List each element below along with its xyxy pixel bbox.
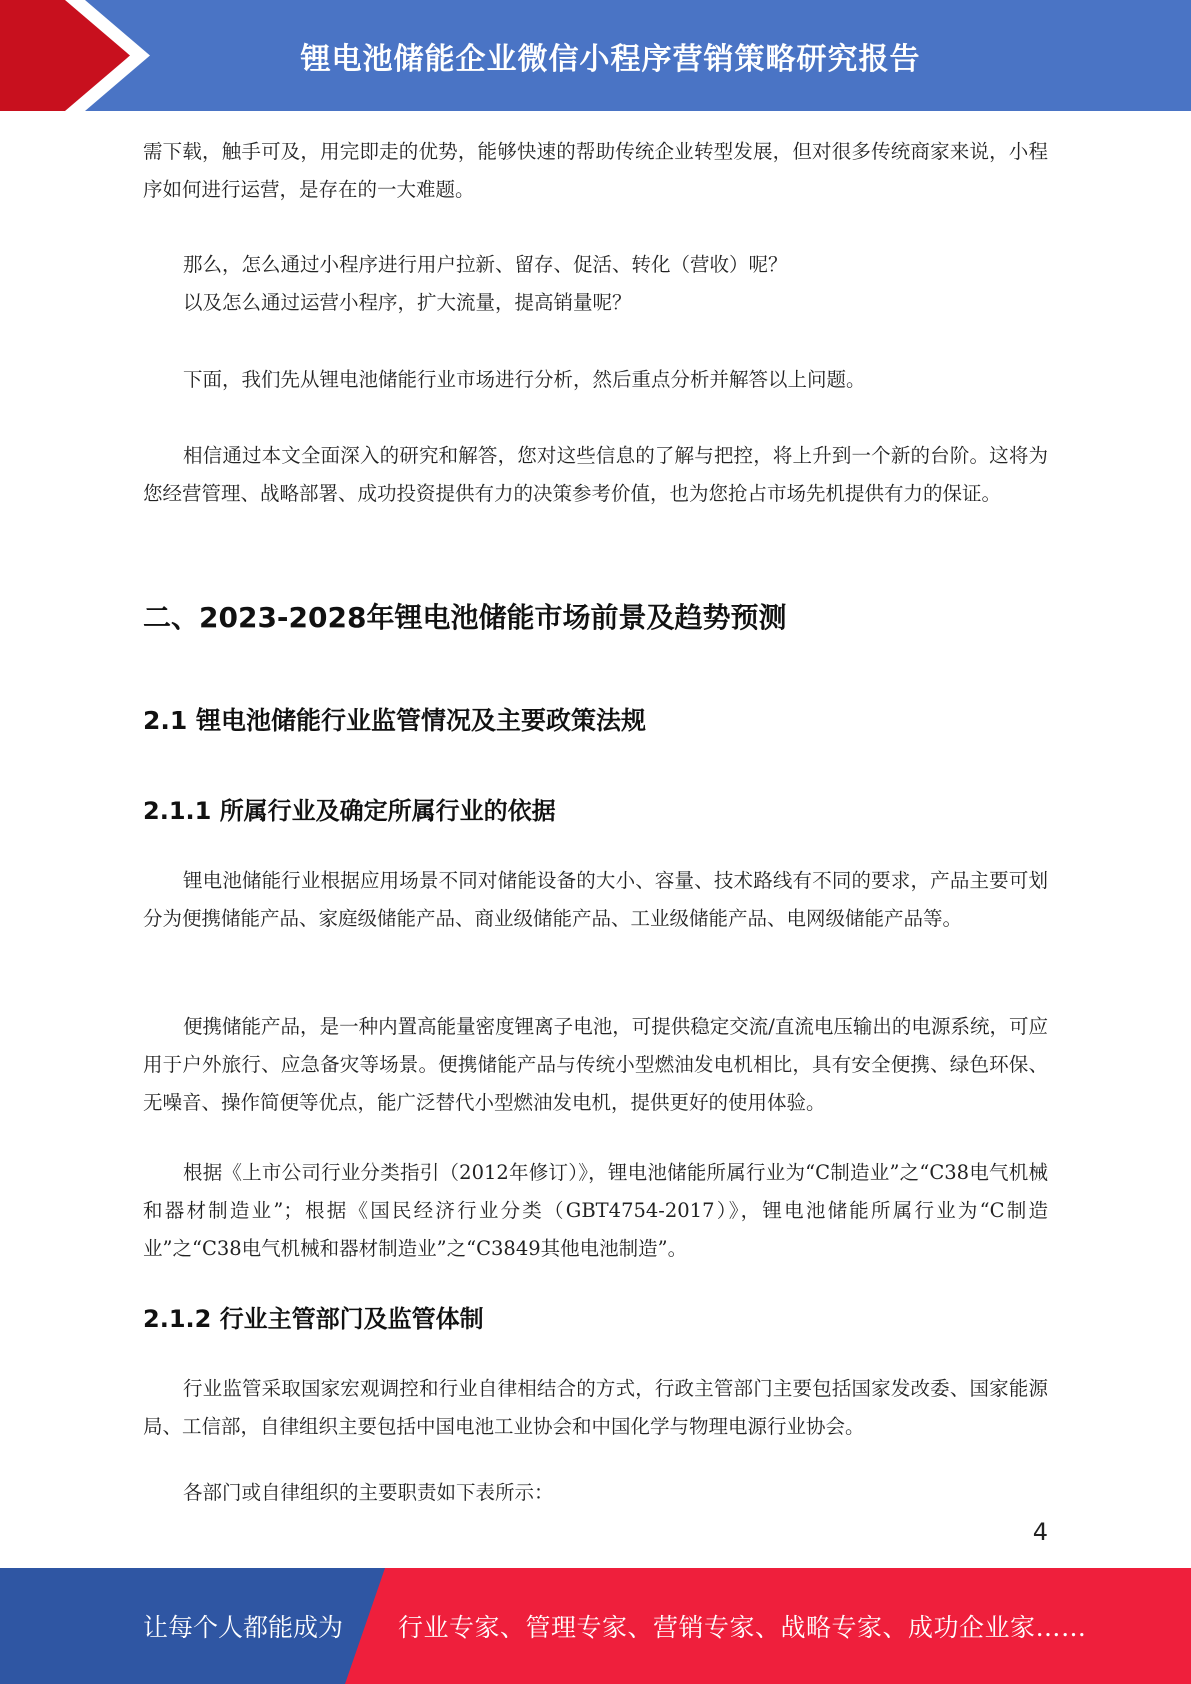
page-number: 4 [1032,1518,1048,1546]
page-footer [0,1568,1191,1684]
paragraph: 锂电池储能行业根据应用场景不同对储能设备的大小、容量、技术路线有不同的要求，产品主要可划分为便携储能产品、家庭级储能产品、商业级储能产品、工业级储能产品、电网级储能产品等。 [143,869,1048,930]
footer-slogan-left: 让每个人都能成为 [143,1613,344,1642]
footer-slogan-right: 行业专家、管理专家、营销专家、战略专家、成功企业家…… [398,1613,1087,1642]
subsubsection-heading: 2.1.1 所属行业及确定所属行业的依据 [143,797,556,825]
paragraph: 行业监管采取国家宏观调控和行业自律相结合的方式，行政主管部门主要包括国家发改委、国家能源局、工信部，自律组织主要包括中国电池工业协会和中国化学与物理电源行业协会。 [143,1377,1048,1438]
subsection-heading: 2.1 锂电池储能行业监管情况及主要政策法规 [143,706,646,735]
section-heading: 二、2023-2028年锂电池储能市场前景及趋势预测 [143,601,787,634]
paragraph: 下面，我们先从锂电池储能行业市场进行分析，然后重点分析并解答以上问题。 [183,368,866,391]
paragraph: 各部门或自律组织的主要职责如下表所示： [183,1481,554,1504]
subsubsection-heading: 2.1.2 行业主管部门及监管体制 [143,1305,484,1333]
page-header [0,0,1191,111]
paragraph: 那么，怎么通过小程序进行用户拉新、留存、促活、转化（营收）呢？ [183,253,788,276]
paragraph: 相信通过本文全面深入的研究和解答，您对这些信息的了解与把控，将上升到一个新的台阶。这将为您经营管理、战略部署、成功投资提供有力的决策参考价值，也为您抢占市场先机提供有力的保证。 [143,444,1048,505]
paragraph: 以及怎么通过运营小程序，扩大流量，提高销量呢？ [183,291,632,314]
paragraph: 便携储能产品，是一种内置高能量密度锂离子电池，可提供稳定交流/直流电压输出的电源系统，可应用于户外旅行、应急备灾等场景。便携储能产品与传统小型燃油发电机相比，具有安全便携、绿色环保、无噪音、操作简便等优点，能广泛替代小型燃油发电机，提供更好的使用体验。 [143,1015,1048,1114]
paragraph: 需下载，触手可及，用完即走的优势，能够快速的帮助传统企业转型发展，但对很多传统商家来说，小程序如何进行运营，是存在的一大难题。 [143,140,1048,201]
paragraph: 根据《上市公司行业分类指引（2012年修订）》，锂电池储能所属行业为“C制造业”之“C38电气机械和器材制造业”；根据《国民经济行业分类（GBT4754-2017）》，锂电池储能所属行业为“C制造业”之“C38电气机械和器材制造业”之“C3849其他电池制造”。 [143,1161,1048,1260]
report-title: 锂电池储能企业微信小程序营销策略研究报告 [300,41,921,77]
